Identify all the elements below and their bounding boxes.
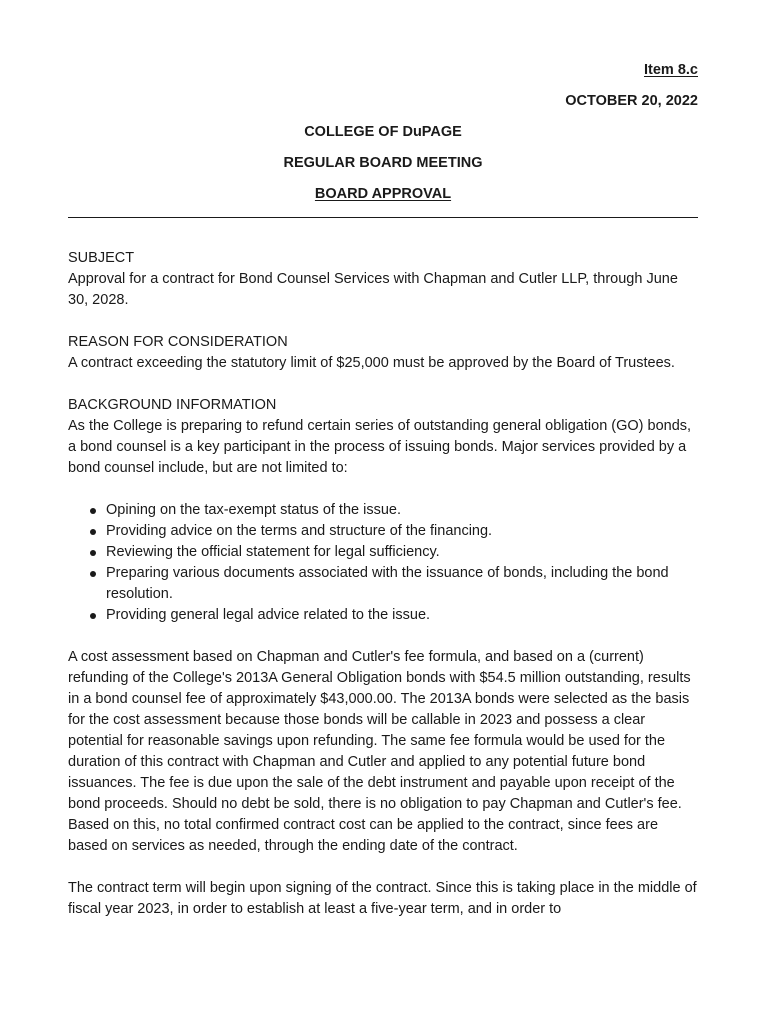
- bullet-icon: [90, 613, 96, 619]
- reason-section: [68, 332, 700, 374]
- list-item: [106, 605, 700, 626]
- services-list: [68, 500, 700, 626]
- list-item: [106, 542, 700, 563]
- header-divider: [68, 217, 698, 218]
- college-name: COLLEGE OF DuPAGE: [304, 124, 462, 140]
- list-item: [106, 563, 700, 605]
- item-label: Item 8.c: [644, 62, 698, 78]
- contract-term-paragraph: The contract term will begin upon signing of the contract. Since this is taking place in the middle of fiscal year 2023, in order to establish at least a five-year term, and in order to: [68, 880, 697, 917]
- background-heading: BACKGROUND INFORMATION: [68, 397, 277, 413]
- list-item-text: Reviewing the official statement for legal sufficiency.: [106, 544, 440, 560]
- subject-section: [68, 248, 700, 311]
- meeting-date: OCTOBER 20, 2022: [565, 93, 698, 109]
- bullet-icon: [90, 571, 96, 577]
- meeting-title: REGULAR BOARD MEETING: [283, 155, 483, 171]
- list-item-text: Providing advice on the terms and structure of the financing.: [106, 523, 493, 539]
- background-intro: As the College is preparing to refund certain series of outstanding general obligation (GO) bonds, a bond counsel is a key participant in the process of issuing bonds. Major services provided by a bond counsel include, but are not limited to:: [68, 418, 692, 476]
- subject-heading: SUBJECT: [68, 250, 135, 266]
- list-item-text: Opining on the tax-exempt status of the issue.: [106, 502, 401, 518]
- approval-heading-text: BOARD APPROVAL: [314, 186, 452, 202]
- bullet-icon: [90, 508, 96, 514]
- approval-heading: [68, 186, 698, 202]
- list-item: [106, 500, 700, 521]
- list-item: [106, 521, 700, 542]
- background-section: [68, 395, 700, 479]
- document-body: [68, 248, 700, 920]
- reason-heading: REASON FOR CONSIDERATION: [68, 334, 288, 350]
- cost-assessment-paragraph: A cost assessment based on Chapman and Cutler's fee formula, and based on a (current) refunding of the College's 2013A General Obligation bonds with $54.5 million outstanding, results in a bond counsel fee of approximately $43,000.00. The 2013A bonds were selected as the basis for the cost assessment because those bonds will be callable in 2023 and possess a clear potential for reasonable savings upon refunding. The same fee formula would be used for the duration of this contract with Chapman and Cutler and applied to any potential future bond issuances. The fee is due upon the sale of the debt instrument and payable upon receipt of the bond proceeds. Should no debt be sold, there is no obligation to pay Chapman and Cutler's fee. Based on this, no total confirmed contract cost can be applied to the contract, since fees are based on services as needed, through the ending date of the contract.: [68, 649, 691, 854]
- list-item-text: Providing general legal advice related to the issue.: [106, 607, 431, 623]
- subject-text: Approval for a contract for Bond Counsel Services with Chapman and Cutler LLP, through June 30, 2028.: [68, 271, 678, 308]
- reason-text: A contract exceeding the statutory limit of $25,000 must be approved by the Board of Trustees.: [68, 355, 675, 371]
- list-item-text: Preparing various documents associated with the issuance of bonds, including the bond resolution.: [106, 565, 669, 602]
- bullet-icon: [90, 550, 96, 556]
- bullet-icon: [90, 529, 96, 535]
